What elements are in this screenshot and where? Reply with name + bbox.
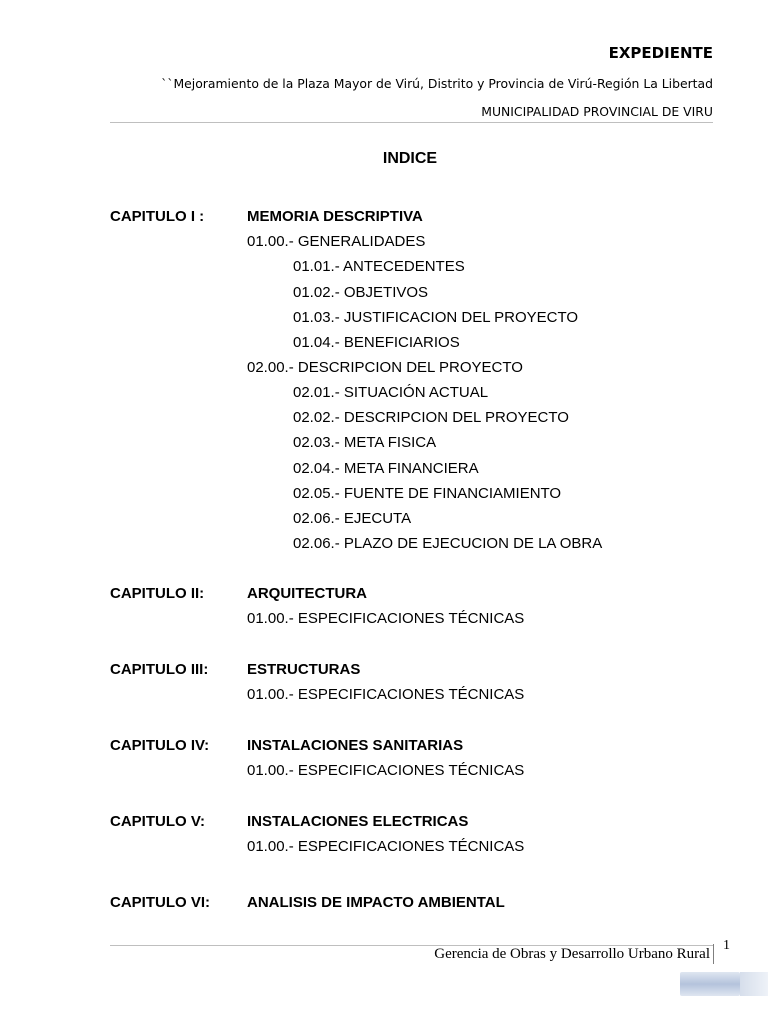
chapter-label: CAPITULO II: <box>110 585 205 602</box>
chapter-title: ARQUITECTURA <box>247 585 367 602</box>
chapter-title: INSTALACIONES SANITARIAS <box>247 737 464 754</box>
toc-entry: 02.03.- META FISICA <box>293 434 437 451</box>
chapter-label: CAPITULO I : <box>110 208 205 225</box>
toc-entry: 02.00.- DESCRIPCION DEL PROYECTO <box>247 359 523 376</box>
page-number: 1 <box>723 938 730 953</box>
toc-entry: 01.00.- ESPECIFICACIONES TÉCNICAS <box>247 610 525 627</box>
toc-entry: 01.00.- GENERALIDADES <box>247 233 426 250</box>
toc-entry: 02.05.- FUENTE DE FINANCIAMIENTO <box>293 485 562 502</box>
toc-entry: 01.00.- ESPECIFICACIONES TÉCNICAS <box>247 686 525 703</box>
header-organization: MUNICIPALIDAD PROVINCIAL DE VIRU <box>481 104 713 119</box>
toc-entry: 01.04.- BENEFICIARIOS <box>293 334 460 351</box>
toc-entry: 01.00.- ESPECIFICACIONES TÉCNICAS <box>247 762 525 779</box>
chapter-title: INSTALACIONES ELECTRICAS <box>247 813 469 830</box>
footer-text: Gerencia de Obras y Desarrollo Urbano Rural <box>434 946 710 962</box>
toc-entry: 01.00.- ESPECIFICACIONES TÉCNICAS <box>247 838 525 855</box>
toc-entry: 02.02.- DESCRIPCION DEL PROYECTO <box>293 409 569 426</box>
toc-entry: 02.06.- EJECUTA <box>293 510 412 527</box>
chapter-label: CAPITULO V: <box>110 813 206 830</box>
toc-entry: 01.03.- JUSTIFICACION DEL PROYECTO <box>293 309 579 326</box>
toc-entry: 02.04.- META FINANCIERA <box>293 460 479 477</box>
chapter-title: MEMORIA DESCRIPTIVA <box>247 208 423 225</box>
toc-entry: 01.01.- ANTECEDENTES <box>293 258 465 275</box>
toc-entry: 02.06.- PLAZO DE EJECUCION DE LA OBRA <box>293 535 603 552</box>
footer-separator <box>713 944 714 964</box>
header-title: EXPEDIENTE <box>608 44 713 62</box>
chapter-title: ESTRUCTURAS <box>247 661 361 678</box>
header-project-name: ``Mejoramiento de la Plaza Mayor de Virú, Distrito y Provincia de Virú-Región La Libertad <box>161 76 713 91</box>
footer-decoration-edge <box>740 972 768 996</box>
chapter-label: CAPITULO IV: <box>110 737 210 754</box>
chapter-title: ANALISIS DE IMPACTO AMBIENTAL <box>247 894 505 911</box>
chapter-label: CAPITULO III: <box>110 661 209 678</box>
footer-decoration <box>680 972 740 996</box>
chapter-label: CAPITULO VI: <box>110 894 210 911</box>
toc-entry: 02.01.- SITUACIÓN ACTUAL <box>293 384 489 401</box>
header-divider <box>110 122 713 123</box>
toc-entry: 01.02.- OBJETIVOS <box>293 284 429 301</box>
index-title: INDICE <box>382 150 438 167</box>
